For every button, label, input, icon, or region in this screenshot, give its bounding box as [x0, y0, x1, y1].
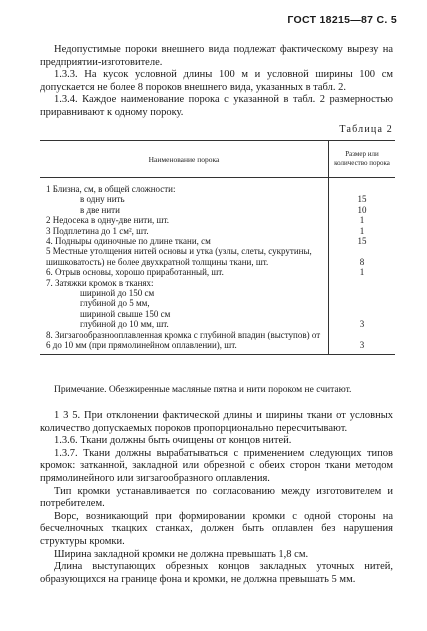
defect-name: 6. Отрыв основы, хорошо приработанный, шт. [46, 267, 224, 278]
table-title: Таблица 2 [339, 124, 393, 135]
table-note: Примечание. Обезжиренные масляные пятна и нити пороком не считают. [54, 385, 352, 395]
defect-name: в две нити [80, 204, 120, 215]
table-row [40, 236, 395, 246]
page-header: ГОСТ 18215—87 С. 5 [287, 14, 397, 26]
defect-name: 2 Недосека в одну-две нити, шт. [46, 215, 169, 226]
defect-name: 8. Зигзагообразнооплавленная кромка с глубиной впадин (выступов) от 6 до 10 мм (при прямолинейном оплавлении), шт. [40, 330, 329, 354]
defect-size [329, 178, 396, 195]
paragraph: 1 3 5. При отклонении фактической длины и ширины ткани от условных количество допускаемых пороков пропорционально пересчитывают. [40, 410, 393, 434]
defect-size [329, 278, 396, 288]
defect-size: 3 [329, 319, 396, 329]
defect-name: 3 Подплетина до 1 см², шт. [46, 225, 149, 236]
table-row [40, 205, 395, 215]
defect-name: шириной до 150 см [80, 288, 155, 299]
table-row [40, 246, 395, 267]
table-row [40, 267, 395, 277]
table-row [40, 319, 395, 329]
defect-name: 7. Затяжки кромок в тканях: [46, 277, 154, 288]
table-row [40, 278, 395, 288]
table-row [40, 298, 395, 308]
paragraph: 1.3.7. Ткани должны вырабатываться с применением следующих типов кромок: затканной, закладной или обрезной с обеих сторон ткани методом прямолинейного или зигзагообразного оплавления. [40, 447, 393, 484]
defect-size: 8 [329, 246, 396, 267]
defect-size: 1 [329, 226, 396, 236]
intro-text [40, 44, 393, 119]
table-row [40, 226, 395, 236]
defect-name: глубиной до 5 мм, [80, 298, 150, 309]
defect-size: 15 [329, 194, 396, 204]
column-header-name: Наименование порока [40, 141, 329, 178]
column-header-size: Размер или количество порока [329, 141, 396, 178]
table-row [40, 215, 395, 225]
defect-name: 5 Местные утолщения нитей основы и утка (узлы, слеты, сукрутины, шишковатость) не более двухкратной толщины ткани, шт. [46, 246, 312, 267]
defect-size [329, 309, 396, 319]
defect-name: глубиной до 10 мм, шт. [80, 319, 169, 330]
defect-size: 15 [329, 236, 396, 246]
table-row [40, 330, 395, 354]
defect-size: 3 [329, 330, 396, 354]
defects-table [40, 140, 395, 355]
defect-size: 1 [329, 215, 396, 225]
paragraph: Ворс, возникающий при формировании кромки с одной стороны на бесчелночных ткацких станках, должен быть оплавлен без нарушения структуры кромки. [40, 510, 393, 547]
paragraph: Ширина закладной кромки не должна превышать 1,8 см. [54, 548, 309, 560]
defect-name: шириной свыше 150 см [80, 308, 171, 319]
paragraph: 1.3.3. На кусок условной длины 100 м и условной ширины 100 см допускается не более 8 пороков внешнего вида, указанных в табл. 2. [40, 69, 393, 93]
paragraph: 1.3.6. Ткани должны быть очищены от концов нитей. [54, 435, 292, 447]
table-body [40, 178, 395, 355]
table-row [40, 309, 395, 319]
main-text [40, 410, 393, 586]
paragraph: Длина выступающих обрезных концов закладных уточных нитей, образующихся на границе фона и кромки, не должна превышать 5 мм. [40, 561, 393, 585]
defect-size [329, 298, 396, 308]
defect-size [329, 288, 396, 298]
paragraph: 1.3.4. Каждое наименование порока с указанной в табл. 2 размерностью приравнивают к одному пороку. [40, 94, 393, 118]
defect-name: 4. Подныры одиночные по длине ткани, см [46, 236, 211, 247]
table-row [40, 178, 395, 195]
paragraph: Недопустимые пороки внешнего вида подлежат фактическому вырезу на предприятии-изготовителе. [40, 44, 393, 68]
defect-name: 1 Близна, см, в общей сложности: [46, 184, 176, 194]
defect-name: в одну нить [80, 194, 125, 205]
table-row [40, 288, 395, 298]
defect-size: 1 [329, 267, 396, 277]
paragraph: Тип кромки устанавливается по согласованию между изготовителем и потребителем. [40, 485, 393, 510]
defect-size: 10 [329, 205, 396, 215]
table-row [40, 194, 395, 204]
